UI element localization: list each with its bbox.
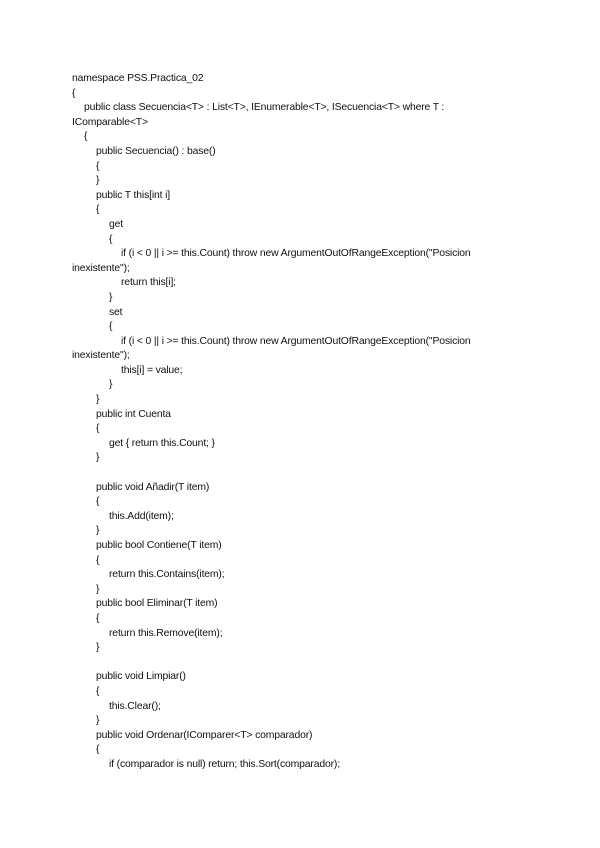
code-line: { — [96, 204, 100, 216]
code-line: } — [109, 379, 113, 391]
code-line: get { return this.Count; } — [109, 437, 215, 449]
code-line-range-check-continued: inexistente"); — [72, 262, 130, 274]
code-line-class-declaration: public class Secuencia<T> : List<T>, IEnumerable<T>, ISecuencia<T> where T : — [84, 102, 445, 114]
code-line: return this.Remove(item); — [109, 627, 223, 639]
code-line: this.Add(item); — [109, 510, 174, 522]
code-line-method: public void Añadir(T item) — [96, 481, 210, 493]
code-listing — [72, 72, 532, 773]
code-line: { — [84, 131, 88, 143]
blank-line — [72, 656, 532, 671]
code-line-property: public int Cuenta — [96, 408, 171, 420]
code-line-getter: get — [109, 218, 123, 230]
code-line-class-declaration-continued: IComparable<T> — [72, 116, 148, 128]
code-line: { — [96, 612, 100, 624]
code-line-range-check-continued: inexistente"); — [72, 350, 130, 362]
code-line: } — [109, 291, 113, 303]
code-line: { — [96, 423, 100, 435]
code-line: { — [109, 321, 113, 333]
code-line: return this[i]; — [121, 277, 176, 289]
code-line-method: public void Ordenar(IComparer<T> comparador) — [96, 729, 313, 741]
code-line-setter: set — [109, 306, 123, 318]
code-line: } — [96, 583, 100, 595]
code-line: { — [96, 685, 100, 697]
code-line: } — [96, 175, 100, 187]
code-line: { — [96, 554, 100, 566]
blank-line — [72, 466, 532, 481]
code-line-indexer: public T this[int i] — [96, 189, 171, 201]
code-line: { — [96, 496, 100, 508]
code-line: } — [96, 642, 100, 654]
code-line: } — [96, 452, 100, 464]
code-line: this[i] = value; — [121, 364, 183, 376]
code-line: } — [96, 525, 100, 537]
code-line: { — [109, 233, 113, 245]
code-line-method: public void Limpiar() — [96, 671, 186, 683]
code-line: } — [96, 715, 100, 727]
code-line: { — [72, 87, 76, 99]
code-line: { — [96, 744, 100, 756]
code-line: if (comparador is null) return; this.Sort(comparador); — [109, 758, 340, 770]
code-line-namespace: namespace PSS.Practica_02 — [72, 73, 204, 84]
code-line: { — [96, 160, 100, 172]
code-line-constructor: public Secuencia() : base() — [96, 145, 216, 157]
code-line-range-check: if (i < 0 || i >= this.Count) throw new ArgumentOutOfRangeException("Posicion — [121, 335, 471, 347]
code-line-method: public bool Eliminar(T item) — [96, 598, 218, 610]
code-line: } — [96, 394, 100, 406]
code-line-range-check: if (i < 0 || i >= this.Count) throw new ArgumentOutOfRangeException("Posicion — [121, 248, 471, 260]
code-line-method: public bool Contiene(T item) — [96, 540, 222, 551]
code-line: return this.Contains(item); — [109, 569, 225, 581]
code-line: this.Clear(); — [109, 700, 161, 712]
